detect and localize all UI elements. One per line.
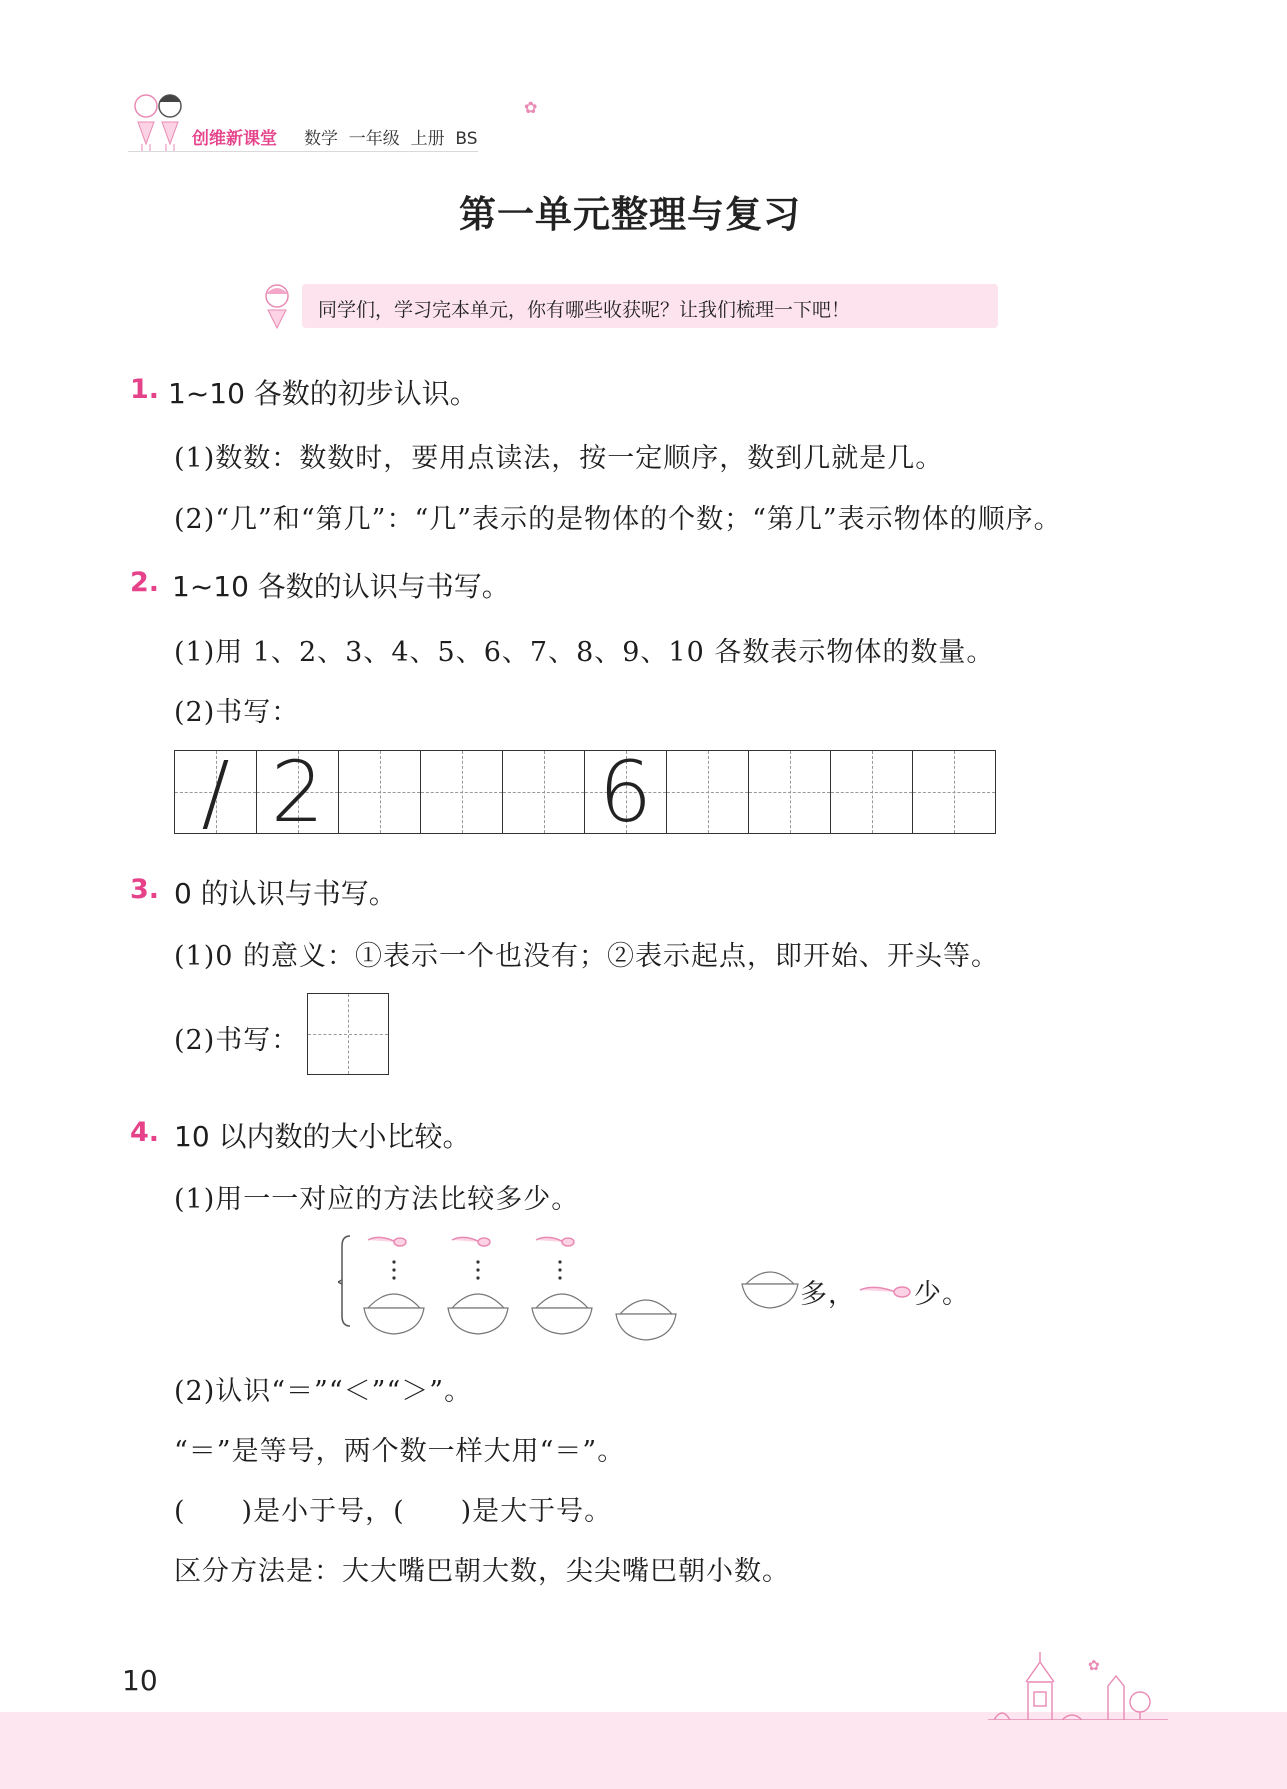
spoon-bowl-illustration: [338, 1230, 678, 1342]
section-4-line-4: ( )是小于号，( )是大于号。: [174, 1496, 613, 1527]
subject-info: 数学 一年级 上册 BS: [304, 129, 478, 149]
traced-digit-1: /: [201, 743, 230, 841]
more-label: 多，: [800, 1279, 856, 1310]
zero-writing-cell: [307, 993, 389, 1075]
writing-cell: [831, 751, 913, 833]
footer-band: [0, 1712, 1287, 1789]
section-1-title: 1~10 各数的初步认识。: [168, 377, 478, 410]
spoon-icon: [858, 1280, 914, 1300]
section-3-line-2: (2)书写：: [174, 1025, 300, 1056]
writing-cell: [667, 751, 749, 833]
bowl-icon: [740, 1268, 800, 1310]
writing-grid: [174, 743, 996, 841]
butterfly-icon: ✿: [524, 98, 538, 117]
section-4-line-3: “＝”是等号，两个数一样大用“＝”。: [174, 1436, 626, 1467]
section-2-number: 2.: [130, 567, 160, 598]
section-3-number: 3.: [130, 874, 160, 905]
section-1-line-1: (1)数数：数数时，要用点读法，按一定顺序，数到几就是几。: [174, 443, 944, 474]
writing-cell: [913, 751, 995, 833]
section-2-line-1: (1)用 1、2、3、4、5、6、7、8、9、10 各数表示物体的数量。: [174, 637, 995, 668]
page-number: 10: [122, 1664, 158, 1697]
section-4-line-5: 区分方法是：大大嘴巴朝大数，尖尖嘴巴朝小数。: [174, 1556, 790, 1587]
section-4-line-1: (1)用一一对应的方法比较多少。: [174, 1184, 580, 1215]
header-kids-illustration: [126, 88, 190, 154]
castle-illustration: [988, 1650, 1168, 1720]
traced-digit-6: 6: [598, 743, 653, 841]
section-4-line-2: (2)认识“＝”“＜”“＞”。: [174, 1376, 473, 1407]
header-divider: [128, 151, 478, 152]
section-4-title: 10 以内数的大小比较。: [174, 1120, 471, 1153]
writing-cell: [503, 751, 585, 833]
traced-digit-2: 2: [270, 743, 325, 841]
student-icon: [258, 282, 296, 332]
section-4-number: 4.: [130, 1117, 160, 1148]
intro-text: 同学们，学习完本单元，你有哪些收获呢？让我们梳理一下吧！: [318, 299, 851, 321]
svg-text:✿: ✿: [1088, 1658, 1100, 1674]
section-3-line-1: (1)0 的意义：①表示一个也没有；②表示起点，即开始、开头等。: [174, 941, 1000, 972]
section-1-number: 1.: [130, 374, 160, 405]
less-label: 少。: [914, 1279, 970, 1310]
page-title: 第一单元整理与复习: [459, 193, 801, 236]
writing-cell: [339, 751, 421, 833]
section-2-line-2: (2)书写：: [174, 697, 300, 728]
writing-cell: [585, 743, 667, 841]
writing-cell: [421, 751, 503, 833]
writing-cell: [257, 743, 339, 841]
writing-cell: [175, 743, 257, 841]
section-1-line-2: (2)“几”和“第几”：“几”表示的是物体的个数；“第几”表示物体的顺序。: [174, 504, 1062, 535]
brand-name: 创维新课堂: [192, 129, 277, 149]
writing-cell: [749, 751, 831, 833]
section-2-title: 1~10 各数的认识与书写。: [172, 570, 510, 603]
section-3-title: 0 的认识与书写。: [174, 877, 397, 910]
